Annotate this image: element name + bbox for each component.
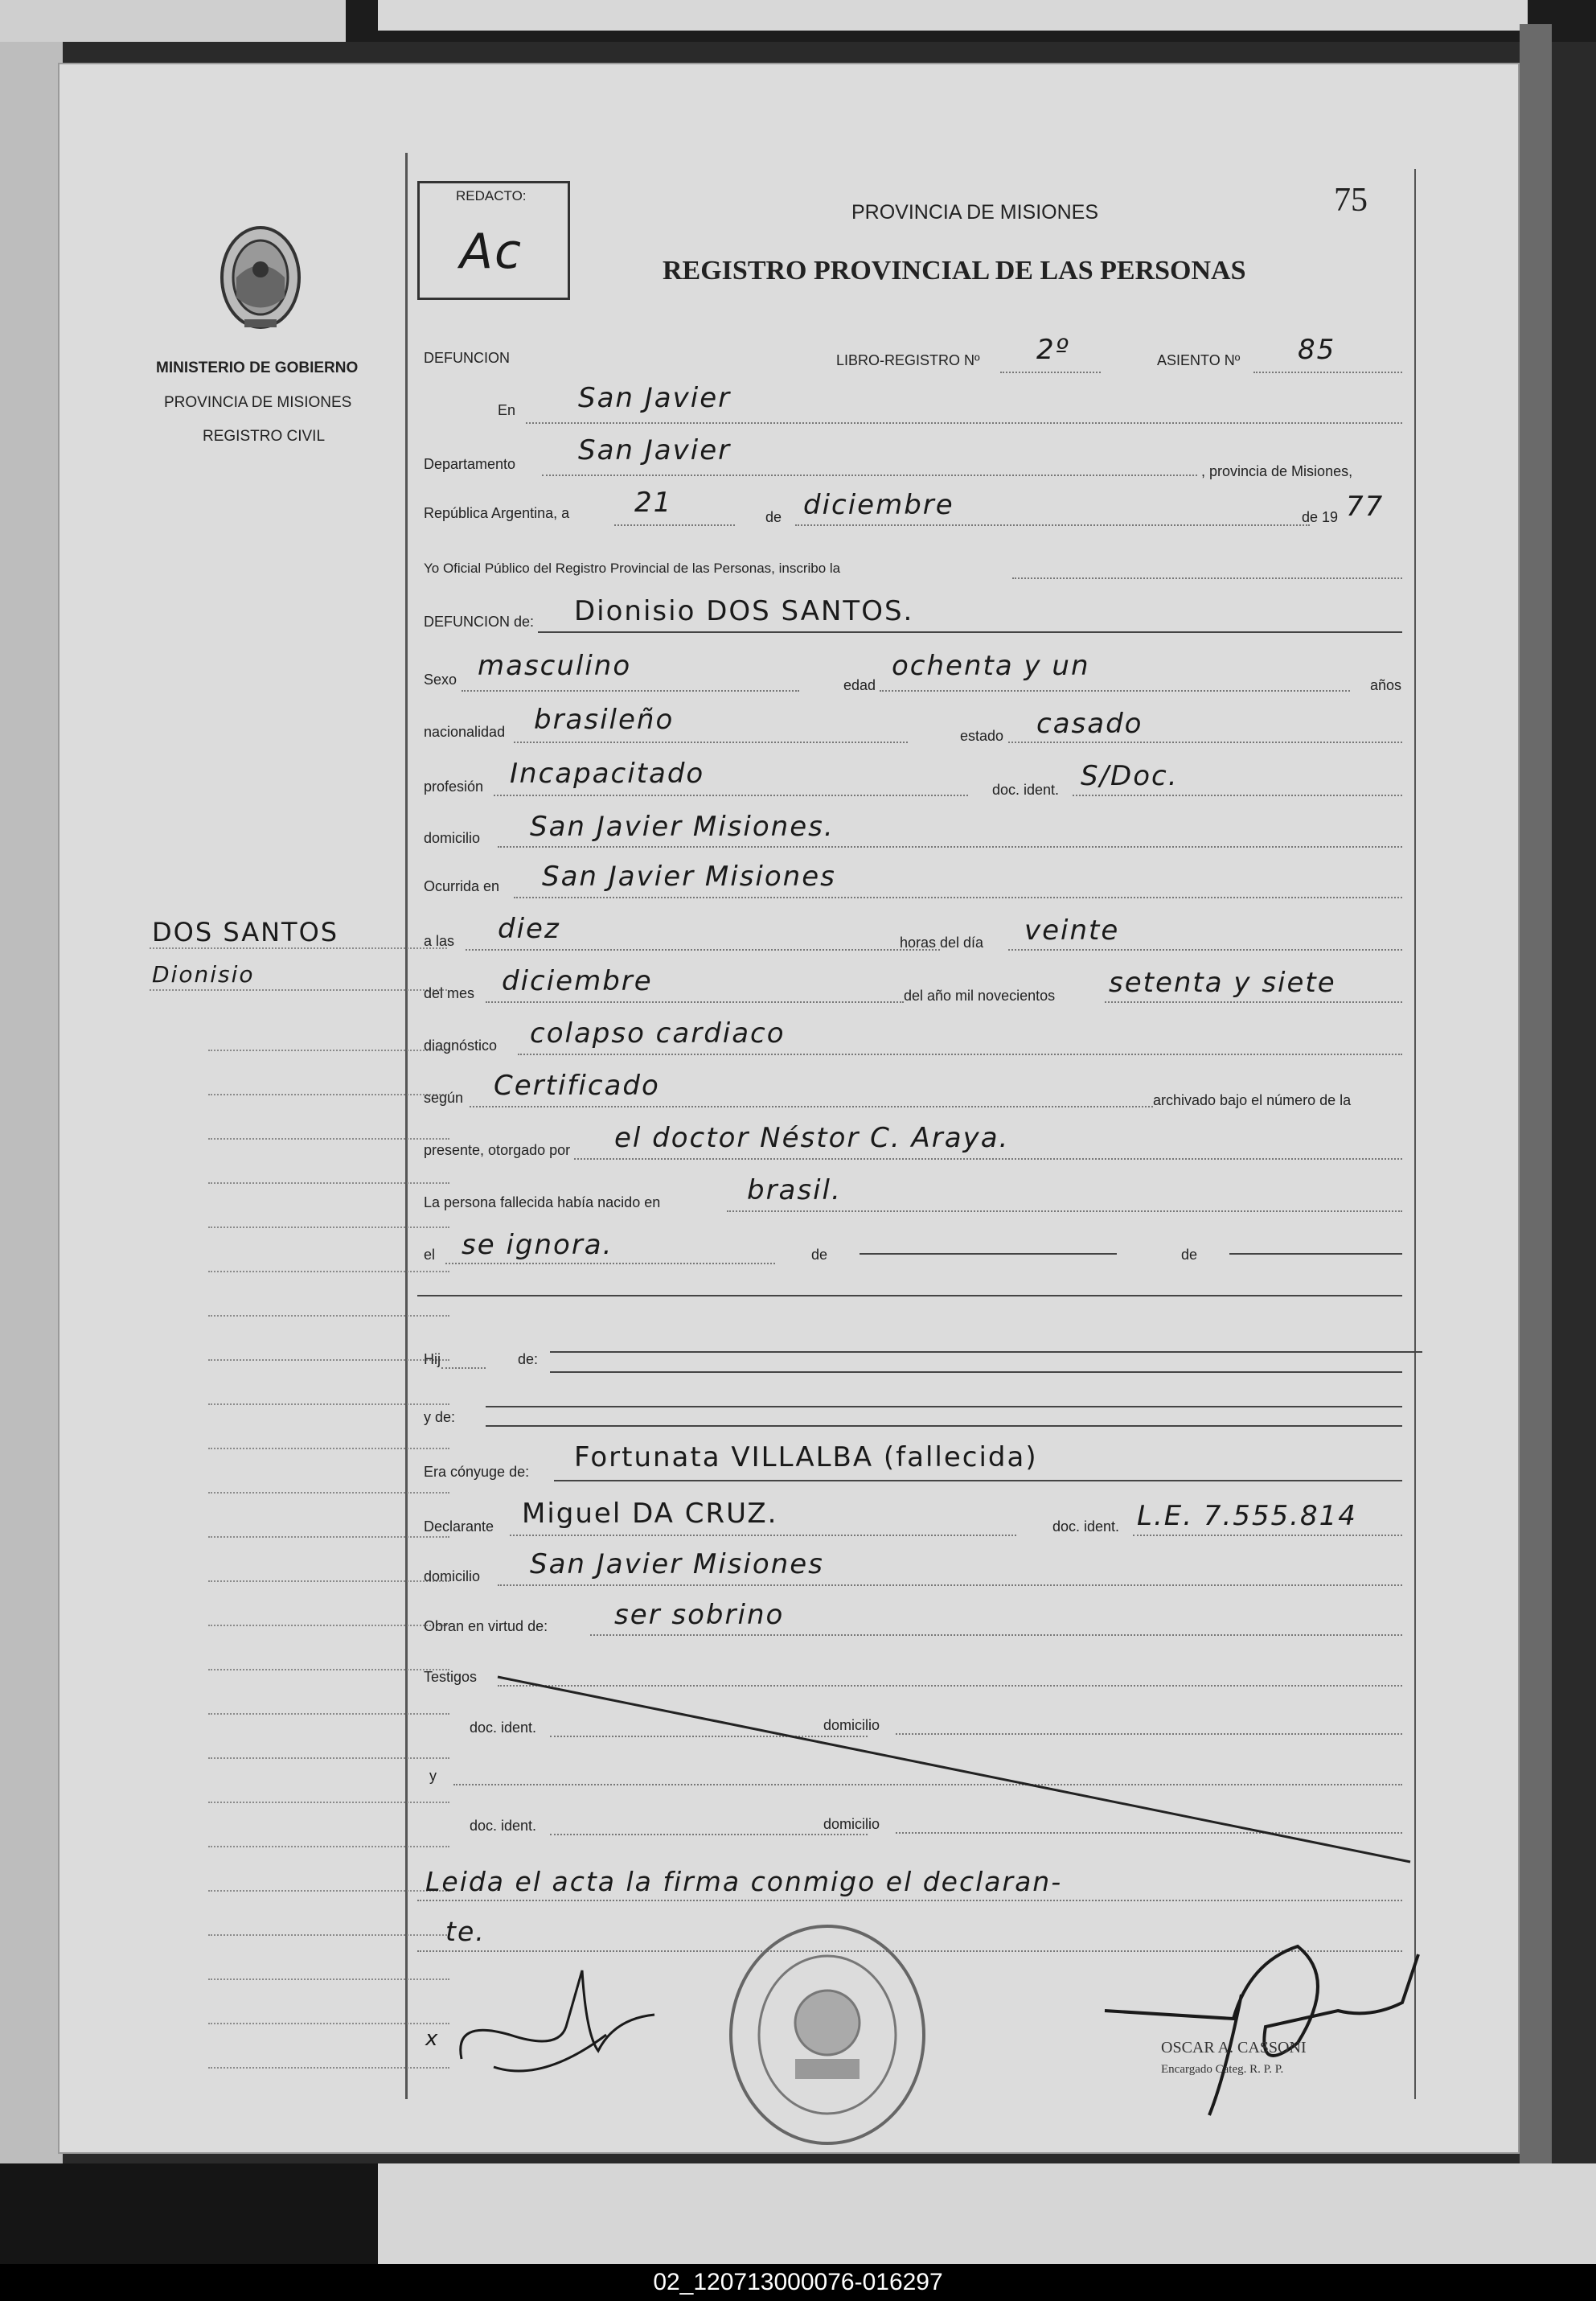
- de-hij-label: de:: [518, 1351, 539, 1367]
- libro-label: LIBRO-REGISTRO Nº: [836, 352, 980, 368]
- anio-mil-label: del año mil novecientos: [904, 988, 1056, 1004]
- edad-label: edad: [843, 677, 876, 693]
- binding-edge: [0, 42, 63, 2197]
- ocurrida-value: San Javier Misiones: [542, 861, 836, 893]
- de2-label: de: [811, 1247, 828, 1263]
- del-mes-label: del mes: [424, 985, 475, 1001]
- nacionalidad-value: brasileño: [534, 704, 675, 736]
- asiento-value: 85: [1298, 334, 1336, 366]
- declarante-label: Declarante: [424, 1518, 494, 1535]
- registry-title: REGISTRO PROVINCIAL DE LAS PERSONAS: [663, 256, 1246, 286]
- edad-value: ochenta y un: [892, 650, 1090, 682]
- doc-ident-label: doc. ident.: [992, 782, 1060, 798]
- officer-signature: [1097, 1930, 1434, 2139]
- domicilio2-value: San Javier Misiones: [530, 1548, 824, 1580]
- redacto-box: [417, 181, 570, 300]
- bottom-band: [0, 2163, 1596, 2268]
- departamento-label: Departamento: [424, 456, 516, 472]
- nacido-label: La persona fallecida había nacido en: [424, 1194, 661, 1210]
- testigos-label: Testigos: [424, 1669, 478, 1685]
- alas-label: a las: [424, 933, 455, 949]
- de3-label: de: [1181, 1247, 1198, 1263]
- oficial-text: Yo Oficial Público del Registro Provincial de las Personas, inscribo la: [424, 561, 841, 576]
- domicilio-value: San Javier Misiones.: [530, 811, 835, 843]
- segun-value: Certificado: [494, 1070, 660, 1102]
- del-mes-value: diciembre: [502, 965, 653, 997]
- dia-texto-value: veinte: [1024, 914, 1120, 947]
- defuncion-de-label: DEFUNCION de:: [424, 614, 535, 630]
- officer-title: Encargado Categ. R. P. P.: [1161, 2063, 1284, 2076]
- doc-ident2-label: doc. ident.: [1052, 1518, 1120, 1535]
- doc-ident4-label: doc. ident.: [470, 1818, 537, 1834]
- horas-dia-label: horas del día: [900, 935, 984, 951]
- obran-label: Obran en virtud de:: [424, 1618, 548, 1634]
- de-label: de: [765, 509, 782, 525]
- image-caption: 02_120713000076-016297: [0, 2264, 1596, 2301]
- domicilio-label: domicilio: [424, 830, 481, 846]
- nacionalidad-label: nacionalidad: [424, 724, 506, 740]
- closing-line-1: Leida el acta la firma conmigo el declaran-: [425, 1866, 1063, 1897]
- libro-value: 2º: [1036, 334, 1070, 366]
- sexo-label: Sexo: [424, 672, 457, 688]
- doc-ident3-label: doc. ident.: [470, 1720, 537, 1736]
- nacido-value: brasil.: [747, 1174, 842, 1206]
- departamento-value: San Javier: [578, 434, 732, 466]
- presente-label: presente, otorgado por: [424, 1142, 571, 1158]
- domicilio4-label: domicilio: [823, 1816, 880, 1832]
- en-value: San Javier: [578, 382, 732, 414]
- sexo-value: masculino: [478, 650, 632, 682]
- doc-ident-value: S/Doc.: [1081, 760, 1179, 792]
- conyuge-label: Era cónyuge de:: [424, 1464, 530, 1480]
- mes-value: diciembre: [803, 489, 954, 521]
- asiento-label: ASIENTO Nº: [1157, 352, 1241, 368]
- redacto-label: REDACTO:: [456, 188, 527, 203]
- diagnostico-label: diagnóstico: [424, 1038, 498, 1054]
- provincia-suffix: , provincia de Misiones,: [1201, 463, 1353, 479]
- conyuge-value: Fortunata VILLALBA (fallecida): [574, 1441, 1038, 1473]
- column-divider: [405, 153, 408, 2099]
- el-value: se ignora.: [462, 1229, 613, 1261]
- profesion-value: Incapacitado: [510, 758, 705, 790]
- yde-label: y de:: [424, 1409, 456, 1425]
- registro-civil-label: REGISTRO CIVIL: [203, 428, 326, 445]
- hij-label: Hij: [424, 1351, 441, 1367]
- ministry-label: MINISTERIO DE GOBIERNO: [156, 360, 359, 376]
- officer-name: OSCAR A. CASSONI: [1161, 2039, 1307, 2057]
- strike-through-line: [494, 1665, 1418, 1866]
- top-strip: [0, 0, 1596, 42]
- anio-mil-value: setenta y siete: [1109, 967, 1336, 999]
- ocurrida-label: Ocurrida en: [424, 878, 500, 894]
- register-page: [58, 63, 1520, 2154]
- obran-value: ser sobrino: [614, 1599, 785, 1631]
- doc-ident2-value: L.E. 7.555.814: [1137, 1500, 1357, 1532]
- hora-value: diez: [498, 913, 560, 945]
- province-label-left: PROVINCIA DE MISIONES: [164, 394, 352, 411]
- estado-label: estado: [960, 728, 1004, 744]
- x-mark: x: [425, 2027, 440, 2051]
- fallecido-name: Dionisio DOS SANTOS.: [574, 595, 914, 627]
- closing-line-2: te.: [445, 1916, 486, 1947]
- declarant-signature: [445, 1938, 671, 2099]
- declarante-value: Miguel DA CRUZ.: [522, 1498, 778, 1530]
- domicilio3-label: domicilio: [823, 1717, 880, 1733]
- book-cover-edge: [1520, 24, 1552, 2163]
- anio-value: 77: [1346, 491, 1385, 523]
- el-label: el: [424, 1247, 436, 1263]
- redacto-initial: Ac: [460, 224, 523, 280]
- anio-prefix: de 19: [1302, 509, 1339, 525]
- estado-value: casado: [1036, 708, 1143, 740]
- defuncion-type-label: DEFUNCION: [424, 350, 510, 366]
- profesion-label: profesión: [424, 779, 484, 795]
- segun-label: según: [424, 1090, 464, 1106]
- dia-value: 21: [634, 487, 673, 519]
- margin-surname: DOS SANTOS: [152, 917, 339, 947]
- domicilio2-label: domicilio: [424, 1568, 481, 1584]
- page-number: 75: [1334, 182, 1368, 219]
- official-seal-stamp: [711, 1918, 944, 2151]
- anios-label: años: [1370, 677, 1402, 693]
- presente-value: el doctor Néstor C. Araya.: [614, 1122, 1010, 1154]
- diagnostico-value: colapso cardiaco: [530, 1017, 786, 1050]
- margin-firstname: Dionisio: [152, 961, 255, 988]
- en-label: En: [498, 402, 516, 418]
- y-label: y: [429, 1768, 437, 1784]
- republica-label: República Argentina, a: [424, 505, 570, 521]
- archivado-label: archivado bajo el número de la: [1153, 1092, 1352, 1108]
- coat-of-arms-icon: [216, 221, 305, 334]
- province-header: PROVINCIA DE MISIONES: [851, 201, 1099, 224]
